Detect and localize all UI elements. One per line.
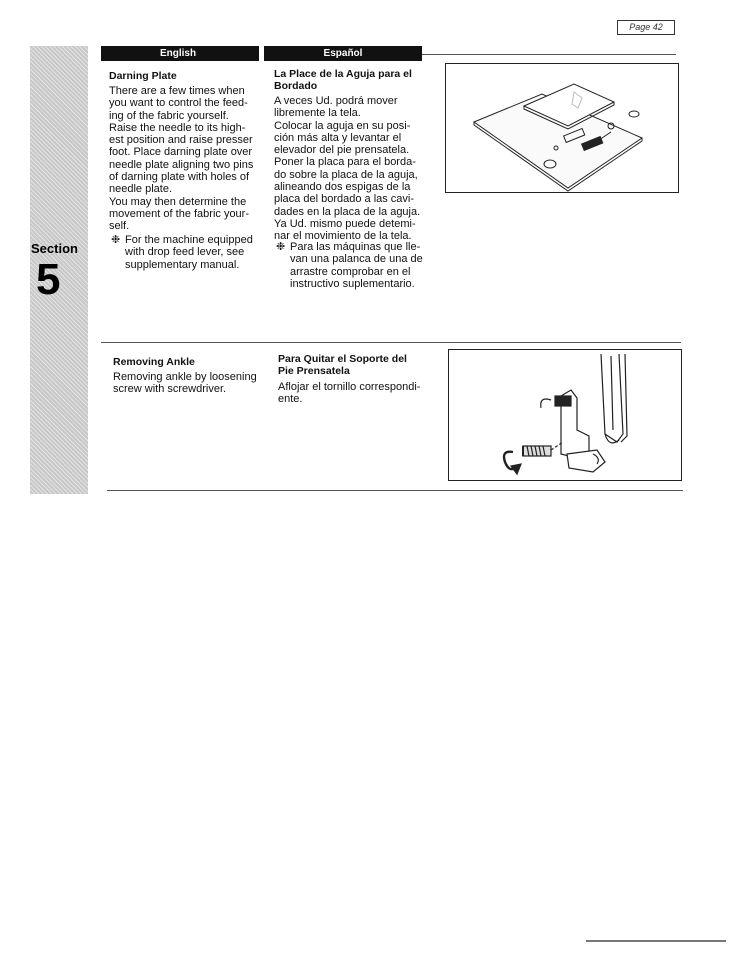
section-divider	[101, 342, 681, 343]
section-number: 5	[36, 255, 61, 304]
note-star-icon: ❉	[111, 234, 121, 246]
removing-ankle-figure	[448, 349, 682, 481]
spanish-header: Español	[264, 46, 422, 61]
removing-ankle-title: Removing Ankle	[113, 356, 195, 368]
footer-rule	[586, 940, 726, 942]
header-divider	[255, 46, 264, 61]
darning-plate-note-en: ❉ For the machine equipped with drop feed lever, see supplementary manual.	[111, 234, 253, 271]
darning-plate-note-es: ❉ Para las máquinas que lle- van una palanca de una de arrastre comprobar en el instructivo suplementario.	[276, 241, 423, 290]
darning-plate-body-en: There are a few times when you want to control the feed- ing of the fabric yourself. Raise the needle to its high- est position and raise presser foot. Place darning plate over needle plate aligning two pins of darning plate with holes of needle plate. You may then determine the movement of the fabric your- self.	[109, 85, 254, 233]
header-rule	[422, 54, 676, 55]
english-header: English	[101, 46, 255, 61]
section-label: Section	[31, 241, 78, 256]
removing-ankle-title-es: Para Quitar el Soporte del Pie Prensatela	[278, 353, 407, 377]
page-number: Page 42	[617, 20, 675, 35]
removing-ankle-body-es: Aflojar el tornillo correspondi- ente.	[278, 381, 421, 406]
presser-foot-illustration	[449, 350, 681, 480]
darning-plate-title: Darning Plate	[109, 70, 177, 82]
darning-plate-body-es: A veces Ud. podrá mover libremente la tela. Colocar la aguja en su posi- ción más alta y levantar el elevador del pie prensatela. Poner la placa para el borda- do sobre la placa de la aguja, alineando dos espigas de la placa del bordado a las cavi- dades en la placa de la aguja. Ya Ud. mismo puede detemi- nar el movimiento de la tela.	[274, 95, 421, 243]
bottom-rule	[107, 490, 683, 491]
note-star-icon: ❉	[276, 241, 286, 253]
darning-plate-title-es: La Place de la Aguja para el Bordado	[274, 68, 412, 92]
darning-plate-figure	[445, 63, 679, 193]
darning-plate-illustration	[446, 64, 678, 192]
removing-ankle-body-en: Removing ankle by loosening screw with screwdriver.	[113, 371, 257, 396]
